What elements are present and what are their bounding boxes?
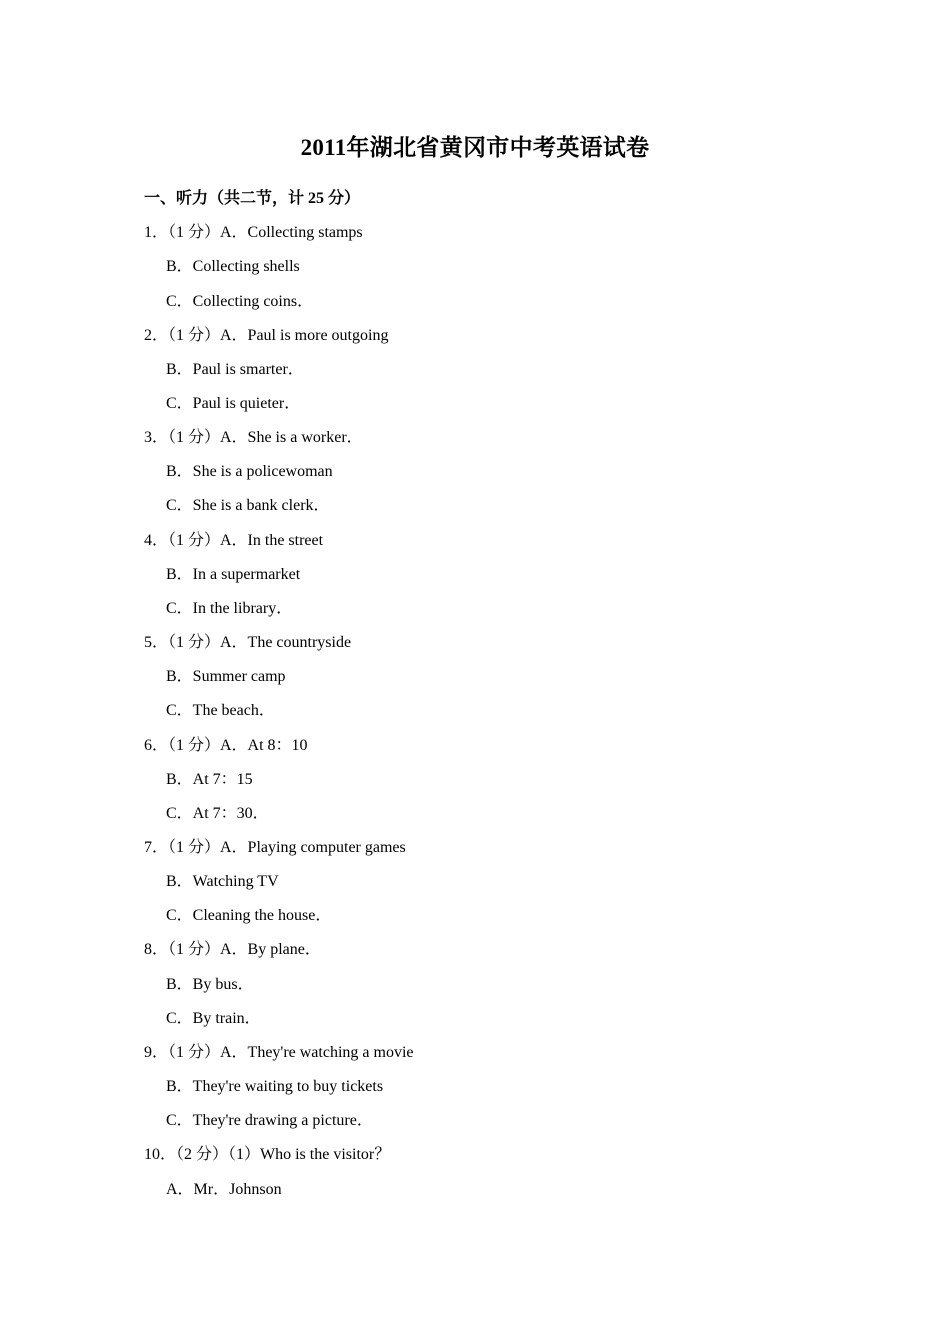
question-2: 2．（1 分）A．Paul is more outgoing [144, 327, 389, 344]
question-5-option-b: B．Summer camp [166, 668, 286, 685]
question-10-option-a: A．Mr．Johnson [166, 1181, 282, 1198]
question-1-option-b: B．Collecting shells [166, 258, 300, 275]
question-6-option-c: C．At 7：30． [166, 805, 269, 822]
question-3-option-b: B．She is a policewoman [166, 463, 333, 480]
question-10: 10．（2 分）（1）Who is the visitor？ [144, 1146, 391, 1163]
question-4: 4．（1 分）A．In the street [144, 532, 324, 549]
question-8-option-c: C．By train． [166, 1010, 261, 1027]
question-8: 8．（1 分）A．By plane． [144, 941, 321, 958]
question-6-option-b: B．At 7：15 [166, 771, 253, 788]
question-9-option-c: C．They're drawing a picture． [166, 1112, 373, 1129]
question-1-option-c: C．Collecting coins． [166, 293, 314, 310]
question-2-option-c: C．Paul is quieter． [166, 395, 301, 412]
section-header-listening: 一、听力（共二节，计 25 分） [144, 190, 361, 207]
question-2-option-b: B．Paul is smarter． [166, 361, 304, 378]
question-8-option-b: B．By bus． [166, 976, 254, 993]
question-1: 1．（1 分）A．Collecting stamps [144, 224, 363, 241]
question-7: 7．（1 分）A．Playing computer games [144, 839, 406, 856]
question-4-option-b: B．In a supermarket [166, 566, 301, 583]
question-3-option-c: C．She is a bank clerk． [166, 497, 330, 514]
question-6: 6．（1 分）A．At 8：10 [144, 737, 308, 754]
question-3: 3．（1 分）A．She is a worker． [144, 429, 363, 446]
question-5: 5．（1 分）A．The countryside [144, 634, 352, 651]
question-7-option-b: B．Watching TV [166, 873, 279, 890]
question-9-option-b: B．They're waiting to buy tickets [166, 1078, 384, 1095]
question-9: 9．（1 分）A．They're watching a movie [144, 1044, 414, 1061]
question-7-option-c: C．Cleaning the house． [166, 907, 332, 924]
question-5-option-c: C．The beach． [166, 702, 275, 719]
question-4-option-c: C．In the library． [166, 600, 293, 617]
page-title: 2011年湖北省黄冈市中考英语试卷 [300, 135, 650, 160]
